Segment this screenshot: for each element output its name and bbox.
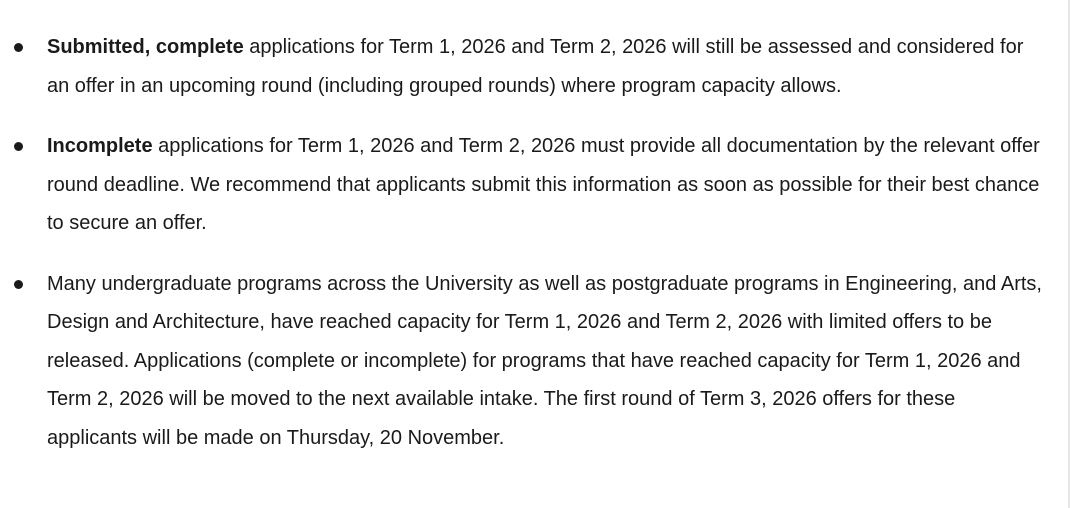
bullet-icon [14, 142, 23, 151]
bullet-icon [14, 43, 23, 52]
bullet-icon [14, 280, 23, 289]
item-text: applications for Term 1, 2026 and Term 2, 2026 must provide all documentation by the relevant offer round deadline. We recommend that applicants submit this information as soon as possible for their best chance to secure an offer. [47, 135, 1040, 234]
bold-lead: Incomplete [47, 135, 153, 157]
list-item-incomplete [0, 127, 1062, 243]
item-text: applications for Term 1, 2026 and Term 2, 2026 will still be assessed and considered for an offer in an upcoming round (including grouped rounds) where program capacity allows. [47, 36, 1024, 97]
bold-lead: Submitted, complete [47, 36, 244, 58]
application-status-list [0, 28, 1062, 479]
list-item-capacity [0, 265, 1062, 458]
list-item-submitted-complete [0, 28, 1062, 105]
item-text: Many undergraduate programs across the University as well as postgraduate programs in Engineering, and Arts, Design and Architecture, have reached capacity for Term 1, 2026 and Term 2, 2026 with limited offers to be released. Applications (complete or incomplete) for programs that have reached capacity for Term 1, 2026 and Term 2, 2026 will be moved to the next available intake. The first round of Term 3, 2026 offers for these applicants will be made on Thursday, 20 November. [47, 272, 1042, 449]
